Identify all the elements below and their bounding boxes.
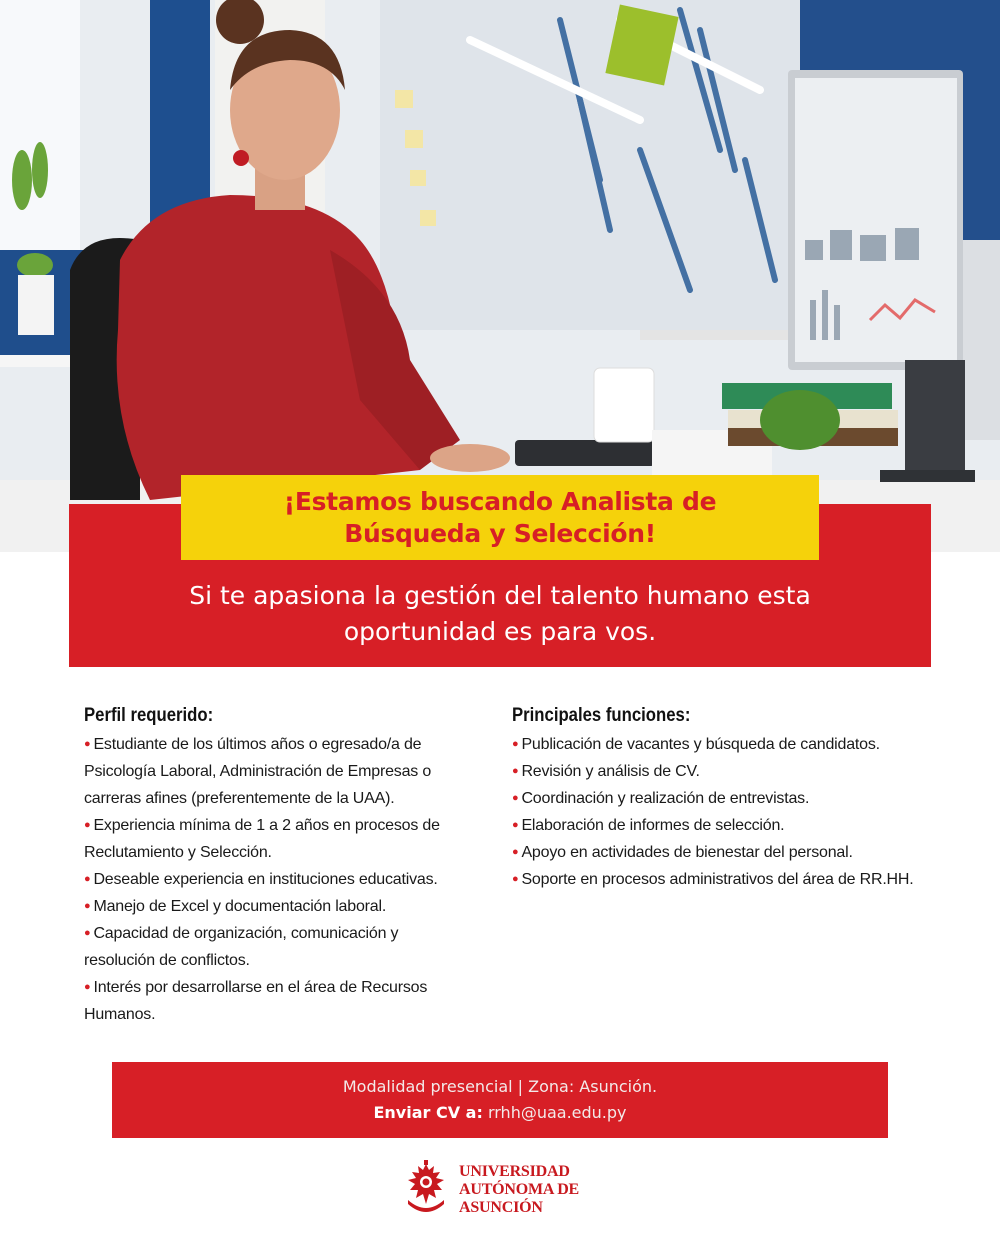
profile-item-text: Capacidad de organización, comunicación y xyxy=(93,925,399,942)
function-item xyxy=(512,839,952,866)
bullet-icon: ● xyxy=(512,738,519,750)
function-item xyxy=(512,758,952,785)
profile-section xyxy=(84,703,484,1028)
bullet-icon: ● xyxy=(84,738,91,750)
function-item-text: Elaboración de informes de selección. xyxy=(521,817,785,834)
subheadline xyxy=(69,578,931,650)
bullet-icon: ● xyxy=(84,819,91,831)
function-item-text: Publicación de vacantes y búsqueda de candidatos. xyxy=(521,736,880,753)
profile-item-text: Estudiante de los últimos años o egresado/a de xyxy=(93,736,422,753)
cv-line xyxy=(373,1100,626,1126)
office-scene-illustration xyxy=(0,0,1000,552)
function-item xyxy=(512,785,952,812)
headline-line-2: Búsqueda y Selección! xyxy=(344,518,656,548)
bullet-icon: ● xyxy=(84,927,91,939)
hero-photo xyxy=(0,0,1000,552)
bullet-icon: ● xyxy=(84,900,91,912)
university-name-line-2: AUTÓNOMA DE xyxy=(459,1181,580,1198)
bullet-icon: ● xyxy=(84,873,91,885)
function-item xyxy=(512,731,952,758)
profile-item-text: Humanos. xyxy=(84,1006,156,1023)
functions-title: Principales funciones: xyxy=(512,705,691,726)
university-name xyxy=(459,1163,579,1217)
footer-banner xyxy=(112,1062,888,1138)
subheadline-line-1: Si te apasiona la gestión del talento humano esta xyxy=(189,581,811,610)
profile-item xyxy=(84,812,484,866)
profile-item-text: Interés por desarrollarse en el área de Recursos xyxy=(93,979,428,996)
subheadline-line-2: oportunidad es para vos. xyxy=(343,617,657,646)
profile-item xyxy=(84,893,484,920)
bullet-icon: ● xyxy=(512,819,519,831)
profile-item-text: resolución de conflictos. xyxy=(84,952,250,969)
profile-item xyxy=(84,866,484,893)
bullet-icon: ● xyxy=(512,765,519,777)
profile-item-text: Psicología Laboral, Administración de Empresas o xyxy=(84,763,432,780)
profile-item xyxy=(84,974,484,1028)
function-item xyxy=(512,812,952,839)
headline-line-1: ¡Estamos buscando Analista de xyxy=(283,486,717,516)
university-name-line-3: ASUNCIÓN xyxy=(459,1199,543,1216)
profile-item-text: Experiencia mínima de 1 a 2 años en procesos de xyxy=(93,817,440,834)
function-item-text: Coordinación y realización de entrevistas. xyxy=(521,790,810,807)
functions-section xyxy=(512,703,952,893)
profile-item-text: carreras afines (preferentemente de la UAA). xyxy=(84,790,395,807)
profile-item-text: Deseable experiencia en instituciones educativas. xyxy=(93,871,438,888)
profile-item-text: Manejo de Excel y documentación laboral. xyxy=(93,898,387,915)
profile-item xyxy=(84,920,484,974)
university-name-line-1: UNIVERSIDAD xyxy=(459,1163,570,1180)
profile-item-text: Reclutamiento y Selección. xyxy=(84,844,272,861)
modality-text: Modalidad presencial | Zona: Asunción. xyxy=(342,1077,658,1096)
function-item-text: Soporte en procesos administrativos del área de RR.HH. xyxy=(521,871,914,888)
function-item xyxy=(512,866,952,893)
profile-item xyxy=(84,731,484,812)
bullet-icon: ● xyxy=(512,792,519,804)
eagle-crest-icon xyxy=(398,1158,454,1220)
university-logo xyxy=(398,1158,608,1226)
email-link[interactable]: rrhh@uaa.edu.py xyxy=(487,1103,627,1122)
headline-yellow-banner xyxy=(181,475,819,560)
function-item-text: Revisión y análisis de CV. xyxy=(521,763,700,780)
bullet-icon: ● xyxy=(512,873,519,885)
profile-title: Perfil requerido: xyxy=(84,705,214,726)
bullet-icon: ● xyxy=(84,981,91,993)
function-item-text: Apoyo en actividades de bienestar del personal. xyxy=(521,844,853,861)
bullet-icon: ● xyxy=(512,846,519,858)
cv-label: Enviar CV a: xyxy=(373,1103,483,1122)
